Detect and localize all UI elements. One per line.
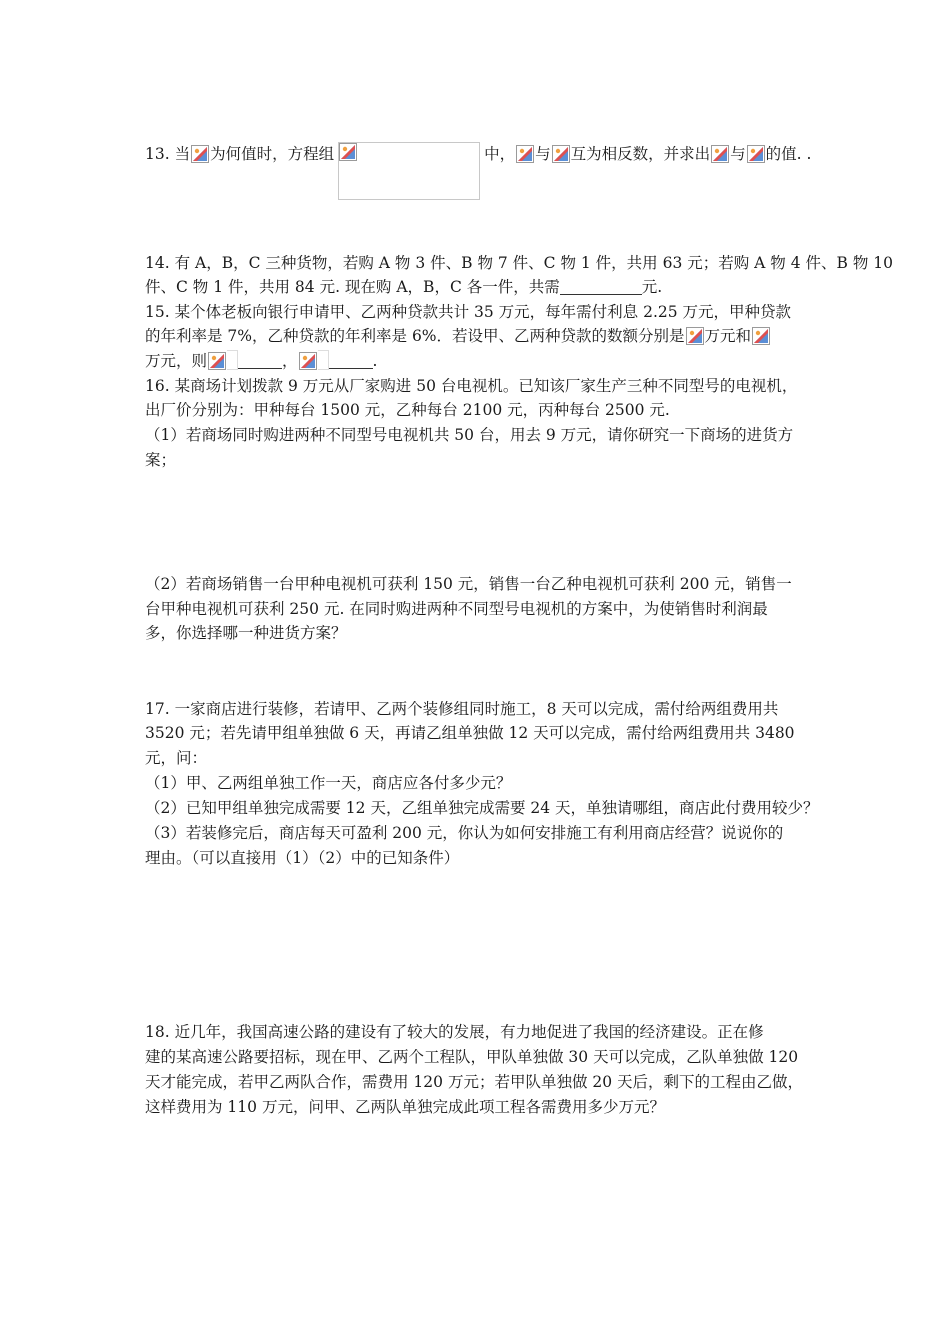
q16-line-4: 案； <box>145 451 177 469</box>
q16-line-7: 多，你选择哪一种进货方案？ <box>145 624 347 642</box>
broken-image-icon <box>299 352 317 370</box>
q17-line-7: 理由。（可以直接用（1）（2）中的已知条件） <box>145 849 460 867</box>
image-frame <box>318 350 329 370</box>
q17-line-3: 元，问： <box>145 749 208 767</box>
broken-image-icon <box>752 327 770 345</box>
q14-line-1: 14. 有 A，B，C 三种货物，若购 A 物 3 件、B 物 7 件、C 物 1 件，共用 63 元；若购 A 物 4 件、B 物 10 <box>145 254 893 272</box>
q13-text-f: 与 <box>730 145 746 163</box>
broken-image-icon <box>711 145 729 163</box>
q15-line-3 <box>145 349 377 373</box>
q15-line-1: 15. 某个体老板向银行申请甲、乙两种贷款共计 35 万元，每年需付利息 2.25 万元，甲种贷款 <box>145 303 792 321</box>
q16-line-1: 16. 某商场计划拨款 9 万元从厂家购进 50 台电视机。已知该厂家生产三种不同型号的电视机， <box>145 377 798 395</box>
q15-line-3-sep: ， <box>282 352 298 370</box>
q15-line-2-text: 的年利率是 7%，乙种贷款的年利率是 6%．若设甲、乙两种贷款的数额分别是 <box>145 327 685 345</box>
q14-line-2 <box>145 275 662 299</box>
q13-text-b: 为何值时，方程组 <box>210 145 335 163</box>
broken-image-icon <box>552 145 570 163</box>
answer-blank[interactable] <box>238 352 282 369</box>
q15-line-3-end: . <box>372 352 378 370</box>
broken-image-icon <box>747 145 765 163</box>
q13-text-g: 的值. . <box>765 145 812 163</box>
q17-line-1: 17. 一家商店进行装修，若请甲、乙两个装修组同时施工，8 天可以完成，需付给两组费用共 <box>145 700 779 718</box>
q18-line-3: 天才能完成，若甲乙两队合作，需费用 120 万元；若甲队单独做 20 天后，剩下的工程由乙做， <box>145 1073 804 1091</box>
broken-image-icon <box>191 145 209 163</box>
q13-text-a: 13. 当 <box>145 145 191 163</box>
q13-text-c: 中， <box>484 145 516 163</box>
q15-line-2 <box>145 324 771 348</box>
q17-line-2: 3520 元；若先请甲组单独做 6 天，再请乙组单独做 12 天可以完成，需付给两组费用共 3480 <box>145 724 795 742</box>
answer-blank[interactable] <box>560 278 642 295</box>
q17-line-5: （2）已知甲组单独完成需要 12 天，乙组单独完成需要 24 天，单独请哪组，商店此付费用较少？ <box>145 799 819 817</box>
q13-text-e: 互为相反数，并求出 <box>570 145 711 163</box>
broken-image-icon <box>339 143 357 161</box>
q18-line-1: 18. 近几年，我国高速公路的建设有了较大的发展，有力地促进了我国的经济建设。正在修 <box>145 1023 764 1041</box>
q17-line-6: （3）若装修完后，商店每天可盈利 200 元，你认为如何安排施工有利用商店经营？说说你的 <box>145 824 784 842</box>
q16-line-2: 出厂价分别为：甲种每台 1500 元，乙种每台 2100 元，丙种每台 2500 元. <box>145 401 670 419</box>
q18-line-4: 这样费用为 110 万元，问甲、乙两队单独完成此项工程各需费用多少万元？ <box>145 1098 665 1116</box>
q16-line-5: （2）若商场销售一台甲种电视机可获利 150 元，销售一台乙种电视机可获利 200 元，销售一 <box>145 575 792 593</box>
broken-image-icon <box>686 327 704 345</box>
q14-line-2-text: 件、C 物 1 件，共用 84 元. 现在购 A，B，C 各一件，共需 <box>145 278 560 296</box>
q18-line-2: 建的某高速公路要招标，现在甲、乙两个工程队，甲队单独做 30 天可以完成，乙队单独做 120 <box>145 1048 799 1066</box>
equation-system-image <box>338 142 480 200</box>
q17-line-4: （1）甲、乙两组单独工作一天，商店应各付多少元？ <box>145 774 512 792</box>
q15-line-3-text: 万元，则 <box>145 352 208 370</box>
broken-image-icon <box>208 352 226 370</box>
question-13 <box>145 142 811 200</box>
image-frame <box>227 350 238 370</box>
q14-line-2-end: 元. <box>641 278 663 296</box>
q16-line-6: 台甲种电视机可获利 250 元. 在同时购进两种不同型号电视机的方案中，为使销售时利润最 <box>145 600 768 618</box>
broken-image-icon <box>516 145 534 163</box>
q16-line-3: （1）若商场同时购进两种不同型号电视机共 50 台，用去 9 万元，请你研究一下商场的进货方 <box>145 426 794 444</box>
q15-line-2-mid: 万元和 <box>704 327 752 345</box>
q13-text-d: 与 <box>535 145 551 163</box>
answer-blank[interactable] <box>329 352 373 369</box>
